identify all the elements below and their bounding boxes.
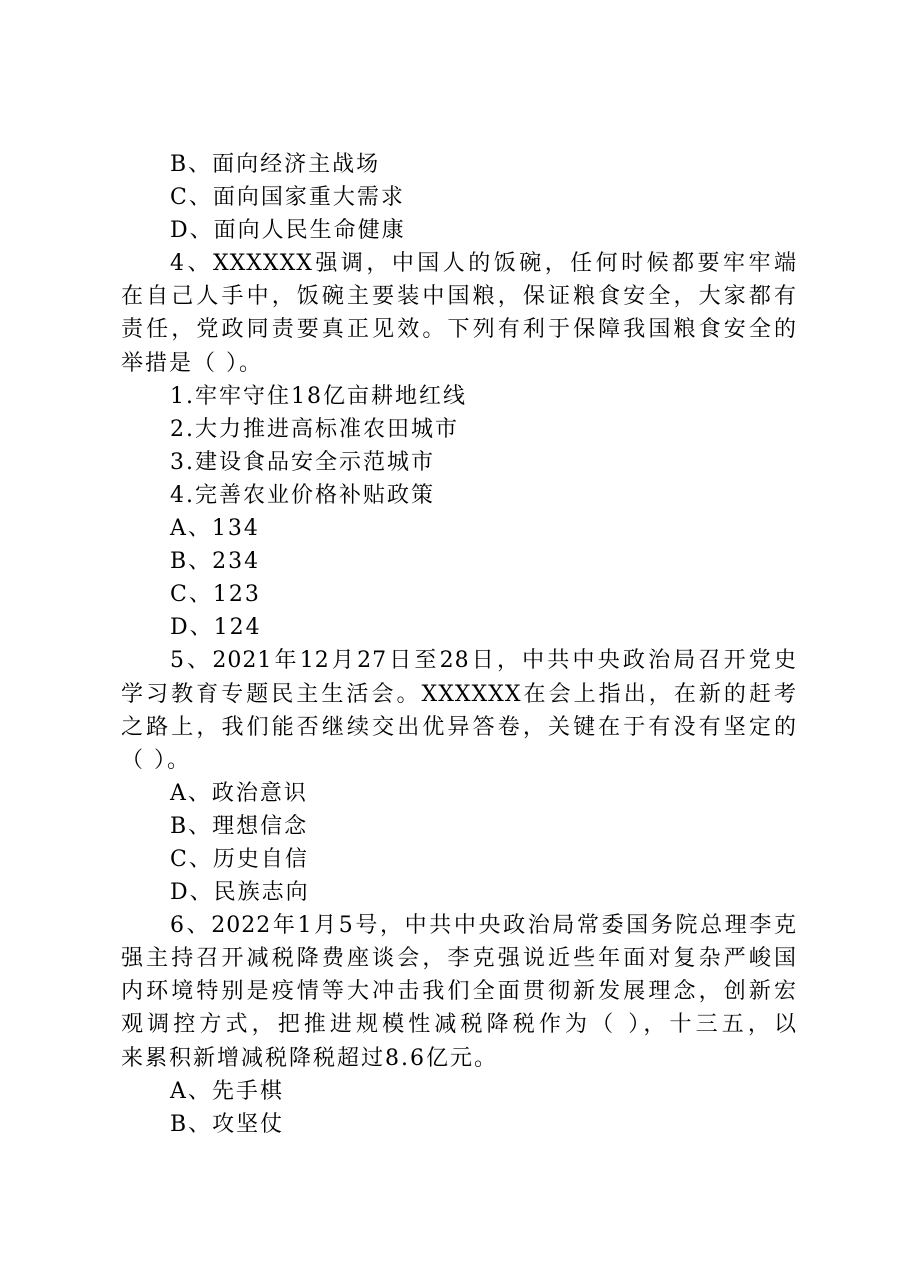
- q4-stem-line-3: 责任，党政同责要真正见效。下列有利于保障我国粮食安全的: [121, 317, 797, 343]
- q4-option-b: B、234: [170, 549, 261, 575]
- q4-option-d: D、124: [170, 615, 262, 641]
- q4-statement-2: 2.大力推进高标准农田城市: [170, 416, 459, 442]
- q6-stem-line-4: 观调控方式，把推进规模性减税降税作为（ ），十三五，以: [121, 1012, 797, 1038]
- document-body: [121, 148, 797, 1141]
- q5-stem-line-3: 之路上，我们能否继续交出优异答卷，关键在于有没有坚定的: [121, 714, 797, 740]
- q4-statement-4: 4.完善农业价格补贴政策: [170, 482, 435, 508]
- q3-option-b: B、面向经济主战场: [170, 152, 381, 177]
- q4-stem-line-4: 举措是（ ）。: [121, 350, 263, 376]
- q5-option-a: A、政治意识: [170, 780, 308, 806]
- q3-option-d: D、面向人民生命健康: [170, 218, 406, 244]
- q6-option-a: A、先手棋: [170, 1078, 284, 1104]
- q5-option-d: D、民族志向: [170, 880, 310, 906]
- q4-stem-line-1: 4、XXXXXX强调，中国人的饭碗，任何时候都要牢牢端: [170, 251, 797, 277]
- q4-statement-1: 1.牢牢守住18亿亩耕地红线: [170, 383, 467, 409]
- q5-stem-line-4: （ ）。: [121, 747, 191, 773]
- q4-option-c: C、123: [170, 582, 261, 608]
- q6-stem-line-2: 强主持召开减税降费座谈会，李克强说近些年面对复杂严峻国: [121, 946, 797, 972]
- q4-option-a: A、134: [170, 516, 260, 542]
- q3-option-c: C、面向国家重大需求: [170, 185, 405, 211]
- q6-option-b: B、攻坚仗: [170, 1111, 285, 1137]
- q4-statement-3: 3.建设食品安全示范城市: [170, 449, 435, 475]
- q5-option-b: B、理想信念: [170, 813, 309, 839]
- q6-stem-line-5: 来累积新增减税降税超过8.6亿元。: [121, 1045, 498, 1071]
- q5-stem-line-2: 学习教育专题民主生活会。XXXXXX在会上指出，在新的赶考: [121, 681, 797, 707]
- q5-stem-line-1: 5、2021年12月27日至28日，中共中央政治局召开党史: [170, 648, 797, 674]
- q5-option-c: C、历史自信: [170, 846, 309, 872]
- q6-stem-line-1: 6、2022年1月5号，中共中央政治局常委国务院总理李克: [170, 913, 797, 939]
- q4-stem-line-2: 在自己人手中，饭碗主要装中国粮，保证粮食安全，大家都有: [121, 284, 797, 310]
- q6-stem-line-3: 内环境特别是疫情等大冲击我们全面贯彻新发展理念，创新宏: [121, 979, 797, 1005]
